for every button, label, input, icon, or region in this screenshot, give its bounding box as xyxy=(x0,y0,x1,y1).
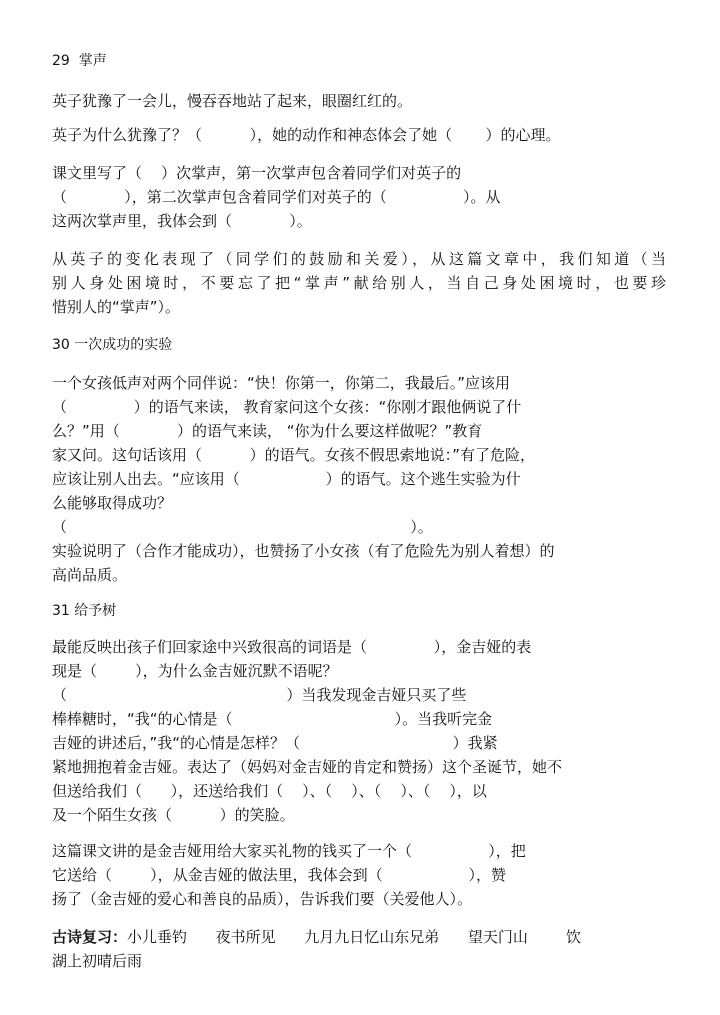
text-line: 最能反映出孩子们回家途中兴致很高的词语是（ ），金吉娅的表 xyxy=(52,638,532,656)
text-line: 惜别人的“掌声”）。 xyxy=(52,298,181,316)
text-line: 现是（ ），为什么金吉娅沉默不语呢？ xyxy=(52,662,338,680)
text-line: （ ）。 xyxy=(52,518,433,536)
text-line: 别人身处困境时，不要忘了把“掌声”献给别人，当自己身处困境时，也要珍 xyxy=(52,274,666,292)
text-line: 从英子的变化表现了（同学们的鼓励和关爱），从这篇文章中，我们知道（当 xyxy=(52,250,666,268)
text-line: 应该让别人出去。“应该用（ ）的语气。这个逃生实验为什 xyxy=(52,470,521,488)
text-line: （ ）当我发现金吉娅只买了些 xyxy=(52,686,467,704)
text-line: （ ）的语气来读， 教育家问这个女孩：“你刚才跟他俩说了什 xyxy=(52,398,522,416)
review-line-2: 湖上初晴后雨 xyxy=(52,952,143,970)
text-line: 扬了（金吉娅的爱心和善良的品质），告诉我们要（关爱他人）。 xyxy=(52,890,473,908)
text-line: 紧地拥抱着金吉娅。表达了（妈妈对金吉娅的肯定和赞扬）这个圣诞节，她不 xyxy=(52,758,563,776)
review-label: 古诗复习： xyxy=(52,928,128,946)
text-line: 家又问。这句话该用（ ）的语气。女孩不假思索地说：”有了危险， xyxy=(52,446,535,464)
text-line: 它送给（ ），从金吉娅的做法里，我体会到（ ），赞 xyxy=(52,866,506,884)
text-line: 英子为什么犹豫了？（ ），她的动作和神态体会了她（ ）的心理。 xyxy=(52,126,561,144)
text-line: 么能够取得成功？ xyxy=(52,494,173,512)
text-line: 这两次掌声里，我体会到（ ）。 xyxy=(52,212,312,230)
section-title: 29 掌声 xyxy=(52,53,107,69)
text-line: 课文里写了（ ）次掌声，第一次掌声包含着同学们对英子的 xyxy=(52,164,462,182)
text-line: 及一个陌生女孩（ ）的笑脸。 xyxy=(52,806,295,824)
text-line: 这篇课文讲的是金吉娅用给大家买礼物的钱买了一个（ ），把 xyxy=(52,842,526,860)
review-line xyxy=(52,928,581,946)
text-line: 一个女孩低声对两个同伴说：“快！你第一，你第二，我最后。”应该用 xyxy=(52,374,511,392)
section-title: 30 一次成功的实验 xyxy=(52,337,173,353)
text-line: 实验说明了（合作才能成功），也赞扬了小女孩（有了危险先为别人着想）的 xyxy=(52,542,555,560)
text-line: 但送给我们（ ），还送给我们（ ）、（ ）、（ ）、（ ），以 xyxy=(52,782,487,800)
text-line: 英子犹豫了一会儿，慢吞吞地站了起来，眼圈红红的。 xyxy=(52,92,413,110)
text-line: 棒棒糖时，“我“的心情是（ ）。当我听完金 xyxy=(52,710,493,728)
section-title: 31 给予树 xyxy=(52,603,117,619)
text-line: （ ），第二次掌声包含着同学们对英子的（ ）。从 xyxy=(52,188,501,206)
text-line: 么？”用（ ）的语气来读， “你为什么要这样做呢？”教育 xyxy=(52,422,483,440)
text-line: 吉娅的讲述后，”我“的心情是怎样？（ ）我紧 xyxy=(52,734,498,752)
text-line: 高尚品质。 xyxy=(52,566,128,584)
review-poems: 小儿垂钓 夜书所见 九月九日忆山东兄弟 望天门山 饮 xyxy=(127,928,581,946)
